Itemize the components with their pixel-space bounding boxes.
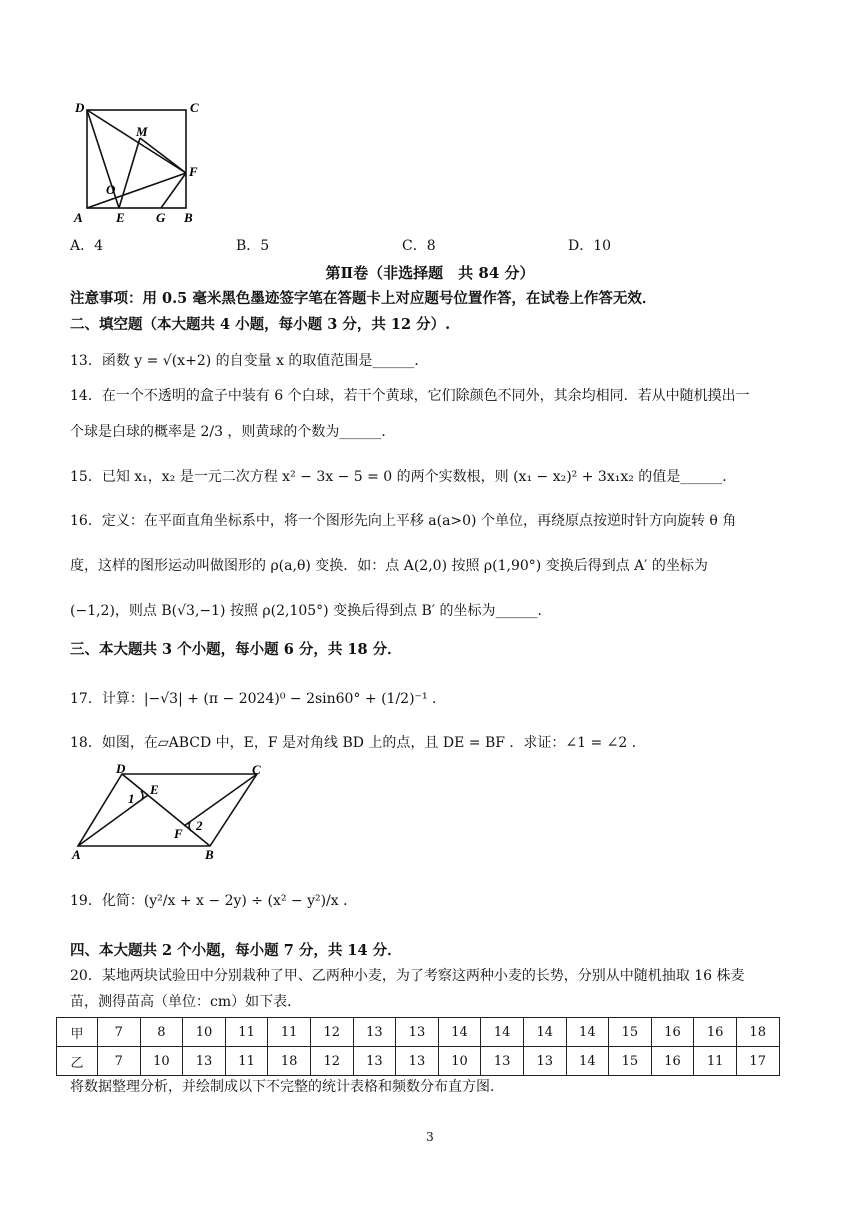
table-cell: 16 (694, 1018, 737, 1047)
label-c: C (252, 762, 261, 777)
table-cell: 10 (438, 1047, 481, 1076)
notice: 注意事项：用 0.5 毫米黑色墨迹签字笔在答题卡上对应题号位置作答，在试卷上作答无效． (70, 290, 657, 307)
question-15: 15．已知 x₁，x₂ 是一元二次方程 x² − 3x − 5 = 0 的两个实数根，则 (x₁ − x₂)² + 3x₁x₂ 的值是______． (70, 469, 737, 485)
label-c: C (190, 100, 199, 115)
segment-ae (78, 795, 148, 846)
angle-1-arc (141, 791, 143, 800)
table-cell: 14 (481, 1018, 524, 1047)
table-cell: 13 (523, 1047, 566, 1076)
table-row (57, 1047, 780, 1076)
table-row-header: 乙 (57, 1047, 98, 1076)
table-cell: 18 (268, 1047, 311, 1076)
question-20-line1: 20．某地两块试验田中分别栽种了甲、乙两种小麦，为了考察这两种小麦的长势，分别从中随机抽取 16 株麦 (70, 968, 745, 984)
question-14-line1: 14．在一个不透明的盒子中装有 6 个白球，若干个黄球，它们除颜色不同外，其余均相同．若从中随机摸出一 (70, 388, 750, 404)
option-b: B．5 (236, 238, 270, 254)
table-cell: 14 (438, 1018, 481, 1047)
label-a: A (74, 210, 83, 225)
table-cell: 12 (310, 1047, 353, 1076)
label-1: 1 (128, 791, 135, 806)
table-cell: 14 (566, 1047, 609, 1076)
label-f: F (189, 164, 198, 179)
question-16-line1: 16．定义：在平面直角坐标系中，将一个图形先向上平移 a(a>0) 个单位，再绕原点按逆时针方向旋转 θ 角 (70, 513, 737, 529)
seedling-height-table (56, 1017, 780, 1076)
geometry-figure-square (70, 98, 210, 226)
label-a: A (72, 847, 81, 862)
question-18: 18．如图，在▱ABCD 中，E，F 是对角线 BD 上的点，且 DE = BF ．求证：∠1 = ∠2 ． (70, 735, 646, 751)
label-b: B (184, 210, 193, 225)
table-cell: 13 (396, 1018, 439, 1047)
segment-em (119, 138, 140, 208)
question-16-line3: (−1,2)，则点 B(√3,−1) 按照 ρ(2,105°) 变换后得到点 B′ 的坐标为______． (70, 603, 552, 619)
table-cell: 13 (396, 1047, 439, 1076)
label-f: F (174, 826, 183, 841)
table-cell: 7 (98, 1047, 141, 1076)
label-g: G (156, 210, 166, 225)
label-e: E (150, 782, 159, 797)
table-cell: 11 (225, 1047, 268, 1076)
table-cell: 11 (225, 1018, 268, 1047)
segment-mf (140, 138, 186, 173)
table-cell: 10 (140, 1047, 183, 1076)
table-cell: 17 (736, 1047, 779, 1076)
table-row-header: 甲 (57, 1018, 98, 1047)
question-13: 13．函数 y = √(x+2) 的自变量 x 的取值范围是______． (70, 353, 429, 369)
table-cell: 13 (353, 1047, 396, 1076)
option-d: D．10 (568, 238, 612, 254)
table-cell: 11 (694, 1047, 737, 1076)
table-cell: 15 (609, 1047, 652, 1076)
label-d: D (75, 100, 85, 115)
section-3-heading: 三、本大题共 3 个小题，每小题 6 分，共 18 分． (70, 641, 402, 658)
question-16-line2: 度，这样的图形运动叫做图形的 ρ(a,θ) 变换．如：点 A(2,0) 按照 ρ(1,90°) 变换后得到点 A′ 的坐标为 (70, 558, 708, 574)
table-cell: 13 (183, 1047, 226, 1076)
question-17: 17．计算：|−√3| + (π − 2024)⁰ − 2sin60° + (1/2)⁻¹ ． (70, 691, 447, 707)
page-number: 3 (426, 1130, 434, 1144)
label-d: D (116, 762, 126, 776)
diagonal-bd (122, 774, 210, 846)
table-cell: 11 (268, 1018, 311, 1047)
table-cell: 15 (609, 1018, 652, 1047)
option-a: A．4 (70, 238, 104, 254)
table-cell: 16 (651, 1018, 694, 1047)
table-cell: 7 (98, 1018, 141, 1047)
label-b: B (205, 847, 214, 862)
segment-cf (184, 774, 257, 826)
label-2: 2 (196, 818, 203, 833)
table-cell: 13 (353, 1018, 396, 1047)
section-4-heading: 四、本大题共 2 个小题，每小题 7 分，共 14 分． (70, 942, 402, 959)
question-14-line2: 个球是白球的概率是 2/3 ，则黄球的个数为______． (70, 424, 396, 440)
table-cell: 8 (140, 1018, 183, 1047)
table-cell: 14 (523, 1018, 566, 1047)
question-20-line2: 苗，测得苗高（单位：cm）如下表． (70, 994, 302, 1010)
segment-af (87, 173, 186, 208)
table-cell: 12 (310, 1018, 353, 1047)
table-cell: 16 (651, 1047, 694, 1076)
after-table-text: 将数据整理分析，并绘制成以下不完整的统计表格和频数分布直方图． (70, 1079, 504, 1095)
part2-title: 第Ⅱ卷（非选择题 共 84 分） (325, 264, 535, 282)
section-2-heading: 二、填空题（本大题共 4 小题，每小题 3 分，共 12 分）. (70, 316, 451, 333)
label-m: M (136, 124, 148, 139)
question-19: 19．化简：(y²/x + x − 2y) ÷ (x² − y²)/x ． (70, 893, 358, 909)
angle-2-arc (189, 822, 191, 831)
table-cell: 13 (481, 1047, 524, 1076)
geometry-figure-parallelogram (70, 762, 270, 862)
parallelogram-abcd (78, 774, 257, 846)
table-cell: 14 (566, 1018, 609, 1047)
table-cell: 18 (736, 1018, 779, 1047)
label-e: E (116, 210, 125, 225)
table-cell: 10 (183, 1018, 226, 1047)
segment-df (87, 110, 186, 173)
label-o: O (106, 182, 116, 197)
option-c: C．8 (402, 238, 436, 254)
table-row (57, 1018, 780, 1047)
